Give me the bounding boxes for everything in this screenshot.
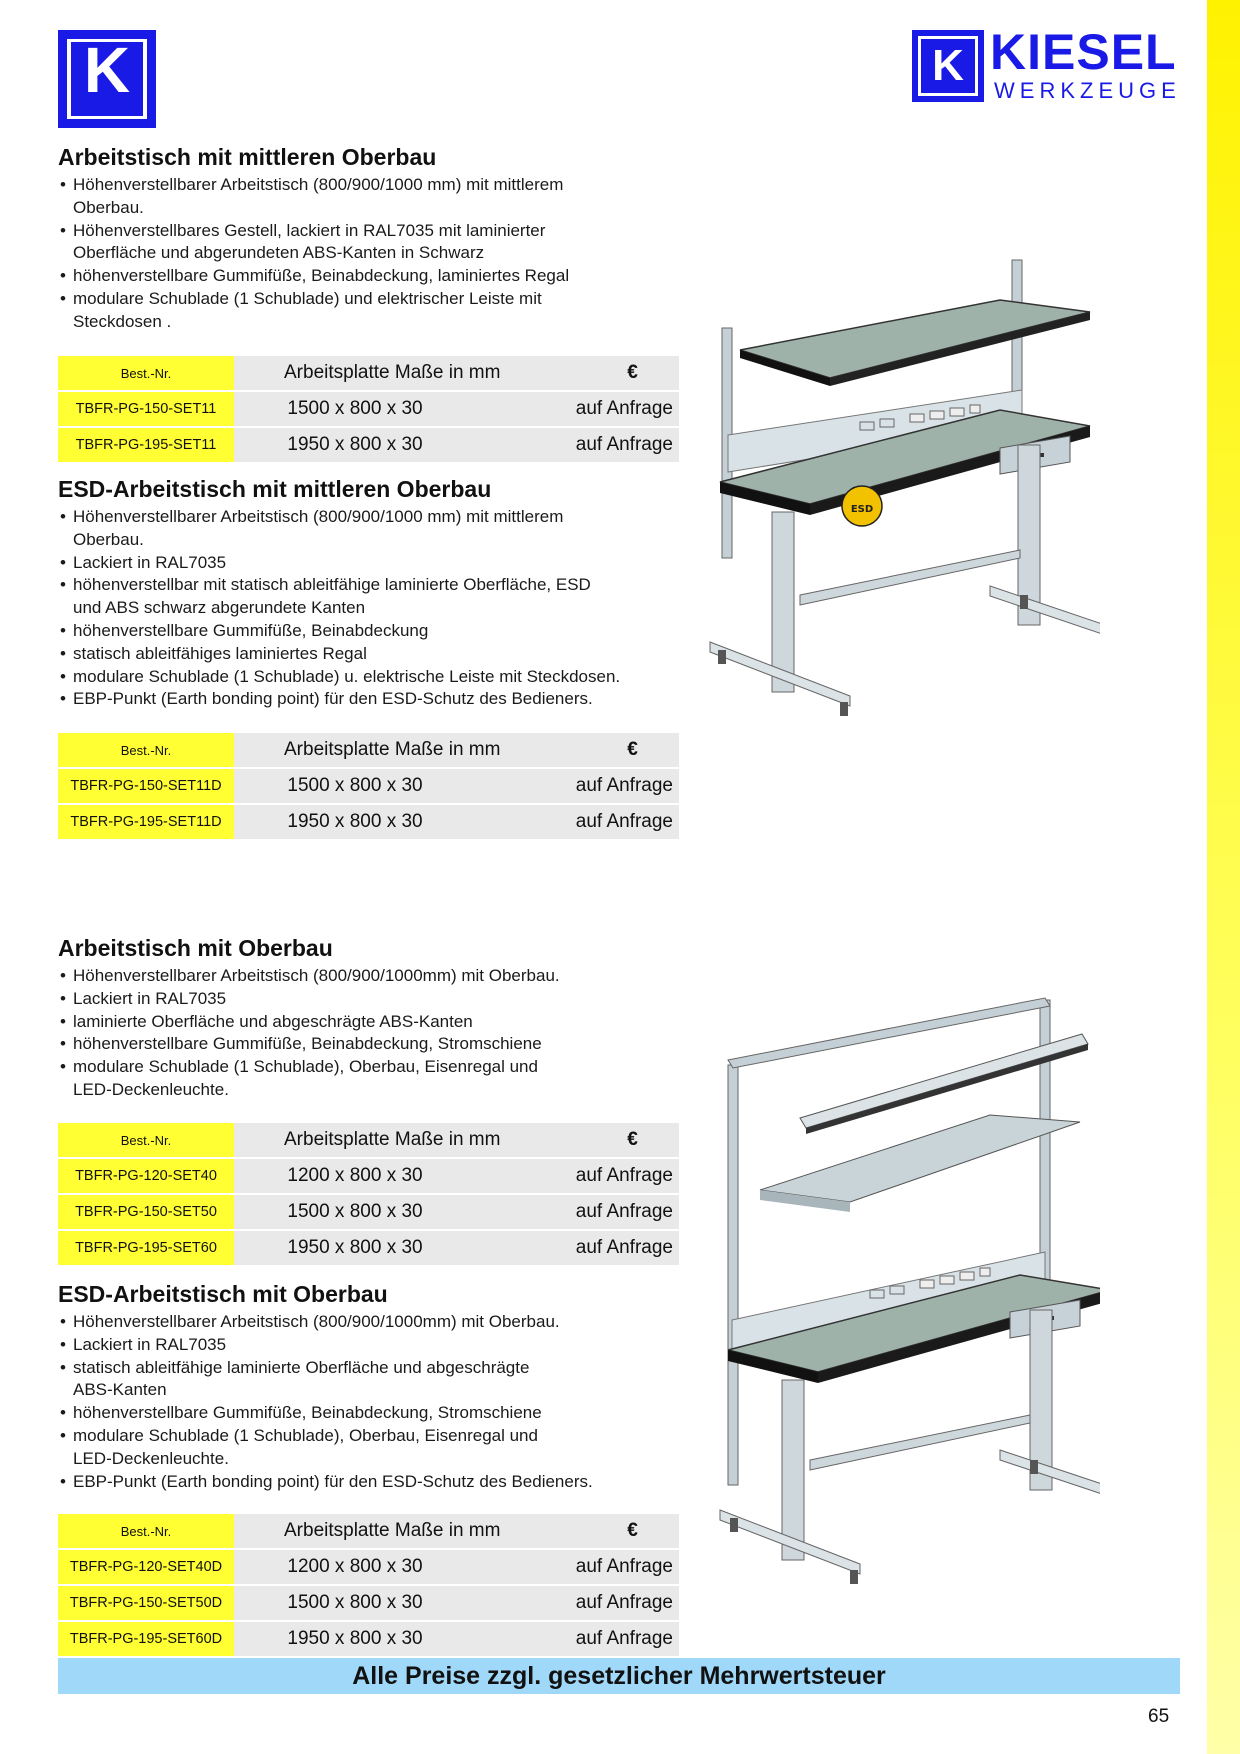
feature-item: • EBP-Punkt (Earth bonding point) für den ESD-Schutz des Bedieners.: [60, 1471, 593, 1491]
section-esd-arbeitstisch-oberbau: [58, 1279, 688, 1493]
feature-list: [58, 174, 688, 334]
yellow-side-strip: [1207, 0, 1240, 1754]
table-row: [58, 1549, 679, 1585]
header-bestnr: Best.-Nr.: [58, 733, 234, 768]
section-arbeitstisch-oberbau: [58, 933, 688, 1102]
cell-mass: 1950 x 800 x 30: [234, 1230, 506, 1266]
section-esd-arbeitstisch-mittlerer-oberbau: [58, 474, 688, 711]
price-table: [58, 733, 679, 841]
feature-item: • modulare Schublade (1 Schublade) und elektrischer Leiste mit Steckdosen .: [60, 288, 542, 331]
cell-price: auf Anfrage: [506, 427, 679, 463]
workbench-top-shelf-illustration: [700, 990, 1100, 1610]
price-table: [58, 1514, 679, 1658]
table-row: [58, 391, 679, 427]
table-row: [58, 768, 679, 804]
k-logo: [58, 30, 156, 128]
cell-mass: 1950 x 800 x 30: [234, 1621, 506, 1657]
table-row: [58, 804, 679, 840]
cell-mass: 1950 x 800 x 30: [234, 427, 506, 463]
cell-mass: 1200 x 800 x 30: [234, 1549, 506, 1585]
cell-price: auf Anfrage: [506, 1585, 679, 1621]
esd-badge-label: ESD: [850, 504, 874, 515]
feature-item: • modulare Schublade (1 Schublade) u. elektrische Leiste mit Steckdosen.: [60, 666, 621, 686]
feature-item: • Höhenverstellbarer Arbeitstisch (800/900/1000mm) mit Oberbau.: [60, 1312, 560, 1331]
feature-item: • höhenverstellbar mit statisch ableitfähige laminierte Oberfläche, ESD und ABS schwarz abgerundete Kanten: [60, 575, 591, 618]
feature-item: • modulare Schublade (1 Schublade), Oberbau, Eisenregal und LED-Deckenleuchte.: [60, 1057, 538, 1099]
feature-item: • Höhenverstellbares Gestell, lackiert in RAL7035 mit laminierter Oberfläche und abgerundeten ABS-Kanten in Schwarz: [60, 220, 546, 263]
cell-bestnr: TBFR-PG-150-SET11D: [58, 768, 234, 804]
feature-item: • Lackiert in RAL7035: [60, 1334, 227, 1354]
cell-bestnr: TBFR-PG-150-SET11: [58, 391, 234, 427]
feature-item: • modulare Schublade (1 Schublade), Oberbau, Eisenregal und LED-Deckenleuchte.: [60, 1425, 538, 1468]
cell-mass: 1500 x 800 x 30: [234, 391, 506, 427]
cell-bestnr: TBFR-PG-120-SET40: [58, 1158, 234, 1194]
brand-name: KIESEL: [990, 24, 1177, 80]
feature-item: • EBP-Punkt (Earth bonding point) für den ESD-Schutz des Bedieners.: [60, 689, 593, 709]
feature-item: • laminierte Oberfläche und abgeschrägte ABS-Kanten: [60, 1011, 473, 1031]
header-price: €: [506, 733, 679, 768]
feature-item: • Lackiert in RAL7035: [60, 552, 227, 572]
cell-bestnr: TBFR-PG-195-SET60: [58, 1230, 234, 1266]
kiesel-brand-logo: [912, 24, 1182, 104]
section-arbeitstisch-mittlerer-oberbau: [58, 142, 688, 334]
cell-mass: 1950 x 800 x 30: [234, 804, 506, 840]
cell-price: auf Anfrage: [506, 1549, 679, 1585]
cell-bestnr: TBFR-PG-150-SET50D: [58, 1585, 234, 1621]
cell-bestnr: TBFR-PG-195-SET11: [58, 427, 234, 463]
table-row: [58, 1158, 679, 1194]
feature-item: • Höhenverstellbarer Arbeitstisch (800/900/1000mm) mit Oberbau.: [60, 966, 560, 985]
cell-mass: 1500 x 800 x 30: [234, 1585, 506, 1621]
feature-item: • höhenverstellbare Gummifüße, Beinabdeckung: [60, 620, 429, 640]
price-table: [58, 1123, 679, 1267]
brand-subtitle: WERKZEUGE: [994, 78, 1181, 103]
cell-mass: 1200 x 800 x 30: [234, 1158, 506, 1194]
cell-mass: 1500 x 800 x 30: [234, 768, 506, 804]
header-mass: Arbeitsplatte Maße in mm: [234, 356, 506, 391]
header-mass: Arbeitsplatte Maße in mm: [234, 1123, 506, 1158]
header-bestnr: Best.-Nr.: [58, 1514, 234, 1549]
cell-bestnr: TBFR-PG-195-SET60D: [58, 1621, 234, 1657]
page-number: 65: [1148, 1706, 1170, 1727]
header-bestnr: Best.-Nr.: [58, 356, 234, 391]
feature-list: [58, 506, 688, 711]
table-row: [58, 1230, 679, 1266]
header-mass: Arbeitsplatte Maße in mm: [234, 733, 506, 768]
section-title: Arbeitstisch mit Oberbau: [58, 935, 333, 961]
table-row: [58, 427, 679, 463]
table-header-row: [58, 1123, 679, 1158]
table-header-row: [58, 733, 679, 768]
cell-mass: 1500 x 800 x 30: [234, 1194, 506, 1230]
header-price: €: [506, 1123, 679, 1158]
cell-price: auf Anfrage: [506, 1158, 679, 1194]
feature-item: • höhenverstellbare Gummifüße, Beinabdeckung, Stromschiene: [60, 1034, 542, 1054]
cell-price: auf Anfrage: [506, 768, 679, 804]
header-mass: Arbeitsplatte Maße in mm: [234, 1514, 506, 1549]
header-price: €: [506, 356, 679, 391]
table-header-row: [58, 1514, 679, 1549]
table-row: [58, 1194, 679, 1230]
feature-item: • Lackiert in RAL7035: [60, 988, 227, 1008]
section-title: ESD-Arbeitstisch mit mittleren Oberbau: [58, 476, 492, 502]
feature-list: [58, 1311, 688, 1493]
cell-price: auf Anfrage: [506, 1230, 679, 1266]
feature-item: • Höhenverstellbarer Arbeitstisch (800/900/1000 mm) mit mittlerem Oberbau.: [60, 507, 564, 549]
feature-item: • höhenverstellbare Gummifüße, Beinabdeckung, laminiertes Regal: [60, 266, 570, 286]
header-bestnr: Best.-Nr.: [58, 1123, 234, 1158]
feature-item: • statisch ableitfähiges laminiertes Regal: [60, 643, 367, 663]
section-title: ESD-Arbeitstisch mit Oberbau: [58, 1281, 388, 1307]
workbench-middle-shelf-illustration: [700, 250, 1100, 750]
table-row: [58, 1585, 679, 1621]
feature-item: • höhenverstellbare Gummifüße, Beinabdeckung, Stromschiene: [60, 1403, 542, 1423]
cell-price: auf Anfrage: [506, 804, 679, 840]
brand-logo-letter: K: [921, 39, 975, 93]
feature-list: [58, 965, 688, 1102]
feature-item: • statisch ableitfähige laminierte Oberfläche und abgeschrägte ABS-Kanten: [60, 1357, 530, 1400]
cell-bestnr: TBFR-PG-150-SET50: [58, 1194, 234, 1230]
table-row: [58, 1621, 679, 1657]
k-logo-letter: K: [71, 42, 143, 116]
cell-price: auf Anfrage: [506, 1194, 679, 1230]
cell-price: auf Anfrage: [506, 1621, 679, 1657]
cell-price: auf Anfrage: [506, 391, 679, 427]
header-price: €: [506, 1514, 679, 1549]
feature-item: • Höhenverstellbarer Arbeitstisch (800/900/1000 mm) mit mittlerem Oberbau.: [60, 175, 564, 217]
cell-bestnr: TBFR-PG-195-SET11D: [58, 804, 234, 840]
cell-bestnr: TBFR-PG-120-SET40D: [58, 1549, 234, 1585]
vat-notice-bar: Alle Preise zzgl. gesetzlicher Mehrwertsteuer: [58, 1658, 1180, 1694]
section-title: Arbeitstisch mit mittleren Oberbau: [58, 144, 437, 170]
price-table: [58, 356, 679, 464]
table-header-row: [58, 356, 679, 391]
